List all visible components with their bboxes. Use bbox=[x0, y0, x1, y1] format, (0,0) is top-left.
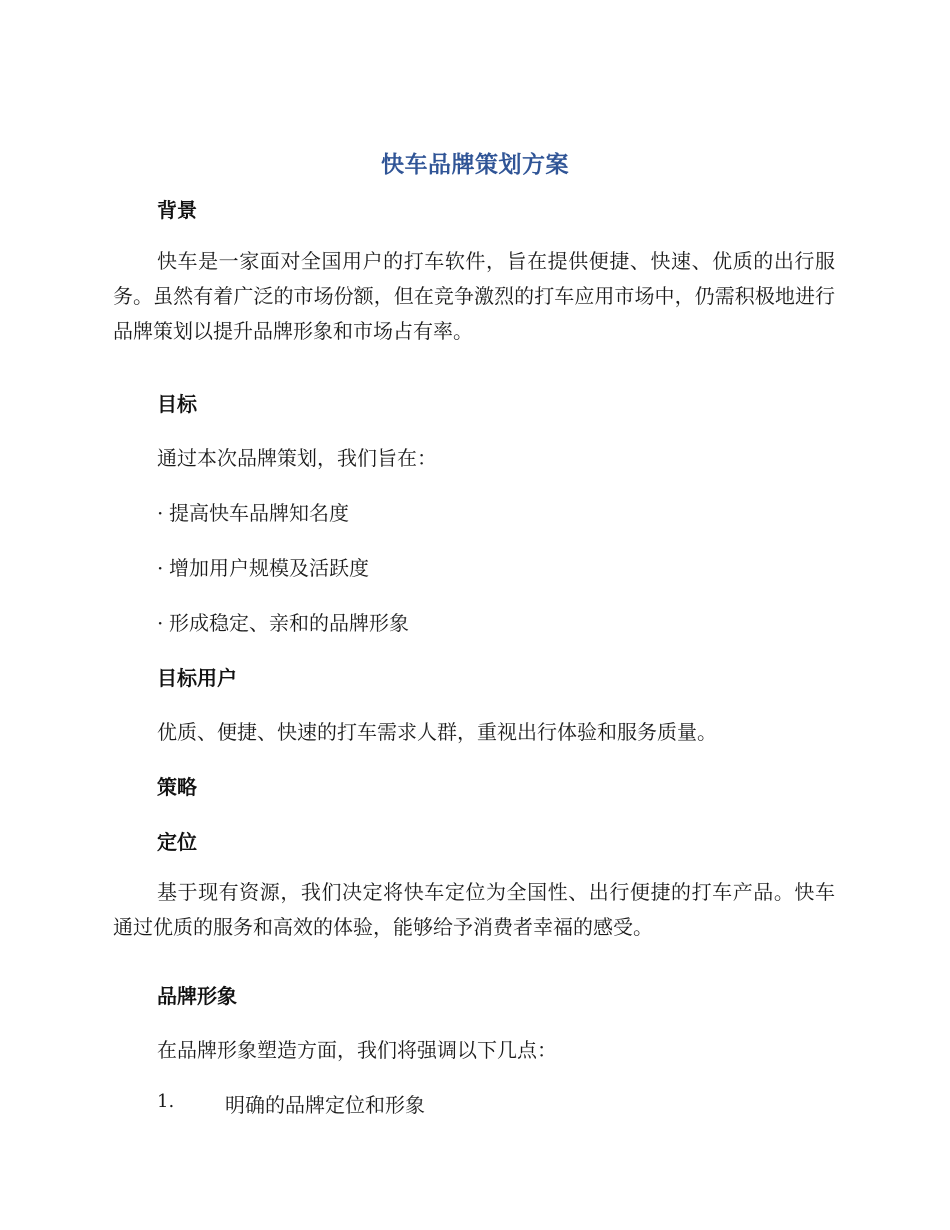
goals-intro: 通过本次品牌策划，我们旨在： bbox=[157, 446, 437, 470]
heading-brand-image: 品牌形象 bbox=[157, 984, 237, 1008]
paragraph-target-users: 优质、便捷、快速的打车需求人群，重视出行体验和服务质量。 bbox=[157, 720, 717, 744]
list-item-text: 提高快车品牌知名度 bbox=[169, 501, 349, 525]
list-item-text: 增加用户规模及活跃度 bbox=[169, 556, 369, 580]
brand-image-intro: 在品牌形象塑造方面，我们将强调以下几点： bbox=[157, 1038, 557, 1062]
document-title: 快车品牌策划方案 bbox=[381, 152, 569, 178]
bullet-icon: · bbox=[157, 556, 164, 580]
list-item bbox=[157, 552, 369, 581]
heading-goals: 目标 bbox=[157, 392, 197, 416]
list-item bbox=[157, 497, 349, 526]
numbered-item-number: 1. bbox=[157, 1091, 175, 1112]
list-item bbox=[157, 607, 409, 636]
heading-target-users: 目标用户 bbox=[157, 666, 237, 690]
heading-strategy: 策略 bbox=[157, 775, 197, 799]
heading-background: 背景 bbox=[157, 198, 197, 222]
heading-positioning: 定位 bbox=[157, 830, 197, 854]
bullet-icon: · bbox=[157, 611, 164, 635]
numbered-item-text: 明确的品牌定位和形象 bbox=[225, 1093, 425, 1117]
bullet-icon: · bbox=[157, 501, 164, 525]
list-item-text: 形成稳定、亲和的品牌形象 bbox=[169, 611, 409, 635]
paragraph-background: 快车是一家面对全国用户的打车软件，旨在提供便捷、快速、优质的出行服务。虽然有着广泛的市场份额，但在竞争激烈的打车应用市场中，仍需积极地进行品牌策划以提升品牌形象和市场占有率。 bbox=[113, 249, 835, 343]
paragraph-positioning: 基于现有资源，我们决定将快车定位为全国性、出行便捷的打车产品。快车通过优质的服务和高效的体验，能够给予消费者幸福的感受。 bbox=[113, 880, 835, 939]
